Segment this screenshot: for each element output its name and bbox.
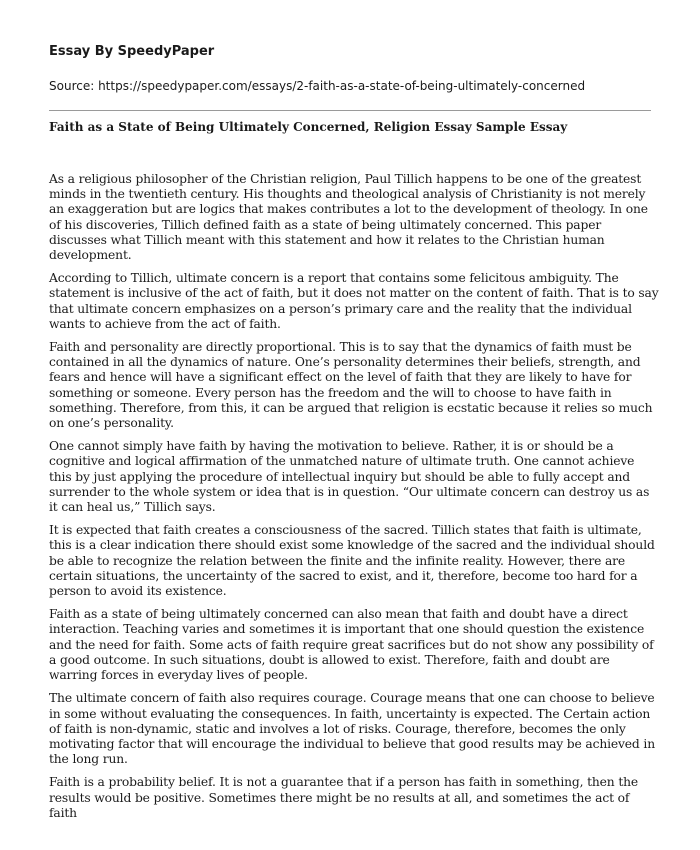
essay-body	[49, 172, 659, 829]
paragraph: It is expected that faith creates a consciousness of the sacred. Tillich states that faith is ultimate, this is a clear indication there should exist some knowledge of the sacred and the individual should be able to recognize the relation between the finite and the infinite reality. However, there are certain situations, the uncertainty of the sacred to exist, and it, therefore, become too hard for a person to avoid its existence.	[49, 523, 655, 599]
source-line: Source: https://speedypaper.com/essays/2-faith-as-a-state-of-being-ultimately-concerned	[49, 79, 586, 93]
paragraph: The ultimate concern of faith also requires courage. Courage means that one can choose to believe in some without evaluating the consequences. In faith, uncertainty is expected. The Certain action of faith is non-dynamic, static and involves a lot of risks. Courage, therefore, becomes the only motivating factor that will encourage the individual to believe that good results may be achieved in the long run.	[49, 691, 655, 767]
paragraph: According to Tillich, ultimate concern is a report that contains some felicitous ambiguity. The statement is inclusive of the act of faith, but it does not matter on the content of faith. That is to say that ultimate concern emphasizes on a person’s primary care and the reality that the individual wants to achieve from the act of faith.	[49, 271, 659, 331]
paragraph: Faith and personality are directly proportional. This is to say that the dynamics of faith must be contained in all the dynamics of nature. One’s personality determines their beliefs, strength, and fears and hence will have a significant effect on the level of faith that they are likely to have for something or someone. Every person has the freedom and the will to choose to have faith in something. Therefore, from this, it can be argued that religion is ecstatic because it relies so much on one’s personality.	[49, 340, 653, 431]
header-divider	[49, 110, 651, 111]
paragraph: Faith as a state of being ultimately concerned can also mean that faith and doubt have a direct interaction. Teaching varies and sometimes it is important that one should question the existence and the need for faith. Some acts of faith require great sacrifices but do not show any possibility of a good outcome. In such situations, doubt is allowed to exist. Therefore, faith and doubt are warring forces in everyday lives of people.	[49, 607, 654, 683]
paragraph: Faith is a probability belief. It is not a guarantee that if a person has faith in something, then the results would be positive. Sometimes there might be no results at all, and sometimes the act of faith	[49, 775, 639, 820]
paragraph: As a religious philosopher of the Christian religion, Paul Tillich happens to be one of the greatest minds in the twentieth century. His thoughts and theological analysis of Christianity is not merely an exaggeration but are logics that makes contributes a lot to the development of theology. In one of his discoveries, Tillich defined faith as a state of being ultimately concerned. This paper discusses what Tillich meant with this statement and how it relates to the Christian human development.	[49, 172, 648, 263]
paragraph: One cannot simply have faith by having the motivation to believe. Rather, it is or should be a cognitive and logical affirmation of the unmatched nature of ultimate truth. One cannot achieve this by just applying the procedure of intellectual inquiry but should be able to fully accept and surrender to the whole system or idea that is in question. “Our ultimate concern can destroy us as it can heal us,” Tillich says.	[49, 439, 650, 515]
brand-line: Essay By SpeedyPaper	[49, 44, 215, 59]
document-header	[49, 44, 669, 94]
essay-title: Faith as a State of Being Ultimately Concerned, Religion Essay Sample Essay	[49, 120, 568, 134]
